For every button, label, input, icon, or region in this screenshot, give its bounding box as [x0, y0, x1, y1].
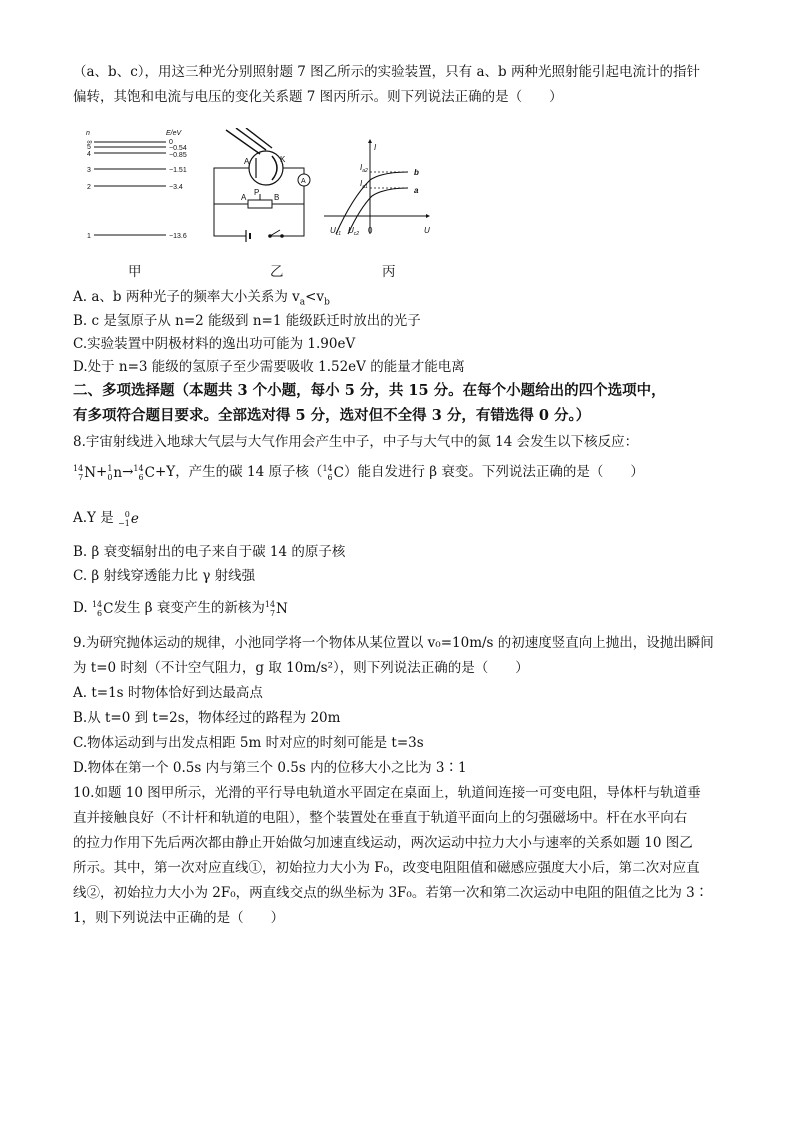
q8-option-c: C. β 射线穿透能力比 γ 射线强: [73, 568, 256, 584]
level-e-inf: 0: [169, 139, 173, 146]
slider-p-label: P: [254, 188, 260, 197]
graph-u-label: U: [424, 226, 430, 235]
level-e-1: −13.6: [169, 233, 187, 240]
q9-option-c: C.物体运动到与出发点相距 5m 时对应的时刻可能是 t=3s: [73, 735, 424, 751]
level-n-1: 1: [87, 233, 91, 240]
level-e-2: −3.4: [169, 184, 183, 191]
level-n-inf: ∞: [87, 139, 92, 146]
level-n-3: 3: [87, 167, 91, 174]
q9-option-d: D.物体在第一个 0.5s 内与第三个 0.5s 内的位移大小之比为 3∶1: [73, 760, 467, 776]
q10-stem-line-2: 直并接触良好（不计杆和轨道的电阻），整个装置处在垂直于轨道平面向上的匀强磁场中。杆在水平向右: [73, 810, 688, 826]
q8-option-b: B. β 衰变辐射出的电子来自于碳 14 的原子核: [73, 544, 346, 560]
level-n-2: 2: [87, 184, 91, 191]
q7-option-d: D.处于 n=3 能级的氢原子至少需要吸收 1.52eV 的能量才能电离: [73, 359, 465, 375]
q7-option-c: C.实验装置中阴极材料的逸出功可能为 1.90eV: [73, 336, 356, 352]
nuclide-neutron: 1 0 n: [107, 464, 123, 482]
q8-stem: 8.宇宙射线进入地球大气层与大气作用会产生中子，中子与大气中的氮 14 会发生以下核反应：: [73, 434, 639, 450]
level-e-5: −0.54: [169, 145, 187, 152]
level-e-4: −0.85: [169, 152, 187, 159]
q9-stem-line-2: 为 t=0 时刻（不计空气阻力，g 取 10m/s²），则下列说法正确的是（ ）: [73, 660, 529, 676]
n-axis-label: n: [86, 130, 90, 137]
q10-stem-line-4: 所示。其中，第一次对应直线①，初始拉力大小为 F₀，改变电阻阻值和磁感应强度大小后，第二次对应直: [73, 860, 700, 876]
nuclide-c14: 14 6 C: [133, 464, 155, 482]
q8-reaction-line: 14 7 N+ 1 0 n→ 14 6 C+Y，产生的碳 14 原子核（ 14 6 C）能自发进行 β 衰变。下列说法正确的是（ ）: [73, 464, 644, 482]
ammeter-label: A: [301, 178, 306, 185]
origin-label: 0: [368, 226, 373, 235]
curve-a-label: a: [414, 186, 419, 195]
photoelectric-circuit-diagram: [208, 128, 318, 246]
q7-intro-line-1: （a、b、c），用这三种光分别照射题 7 图乙所示的实验装置，只有 a、b 两种光照射能引起电流计的指针: [73, 64, 700, 80]
caption-jia: 甲: [128, 264, 142, 280]
curve-b-label: b: [414, 168, 419, 177]
nuclide-n14: 14 7 N: [73, 464, 96, 482]
q9-option-a: A. t=1s 时物体恰好到达最高点: [73, 685, 263, 701]
q9-option-b: B.从 t=0 到 t=2s，物体经过的路程为 20m: [73, 710, 341, 726]
rheostat-b-label: B: [274, 193, 280, 202]
q8-option-a: A.Y 是 0 −1 e: [73, 510, 139, 528]
anode-label: A: [244, 157, 250, 166]
energy-axis-label: E/eV: [166, 130, 182, 137]
section-2-heading-line-1: 二、多项选择题（本题共 3 个小题，每小 5 分，共 15 分。在每个小题给出的四个选项中，: [73, 382, 666, 399]
nuclide-c14-inline: 14 6 C: [322, 464, 344, 482]
level-n-4: 4: [87, 151, 91, 158]
level-n-5: 5: [87, 144, 91, 151]
ia2-label: $I_{a2}$: [360, 163, 368, 174]
q8-option-d: D. 14 6 C发生 β 衰变产生的新核为 14 7 N: [73, 600, 288, 618]
energy-level-diagram: [84, 128, 209, 243]
rheostat-a-label: A: [241, 193, 247, 202]
nuclide-n14-d: 14 7 N: [264, 600, 288, 618]
caption-yi: 乙: [270, 264, 284, 280]
ia1-label: $I_{a1}$: [360, 179, 368, 190]
q10-stem-line-5: 线②，初始拉力大小为 2F₀，两直线交点的纵坐标为 3F₀。若第一次和第二次运动中电阻的阻值之比为 3∶: [73, 885, 709, 901]
section-2-heading-line-2: 有多项符合题目要求。全部选对得 5 分，选对但不全得 3 分，有错选得 0 分。）: [73, 407, 591, 424]
level-e-3: −1.51: [169, 167, 187, 174]
q7-option-a: A. a、b 两种光子的频率大小关系为 $v_a<v_b$: [73, 289, 330, 308]
current-voltage-graph: [322, 138, 440, 238]
uc2-label: $U_{c2}$: [348, 226, 360, 237]
q9-stem-line-1: 9.为研究抛体运动的规律，小池同学将一个物体从某位置以 v₀=10m/s 的初速度竖直向上抛出，设抛出瞬间: [73, 635, 714, 651]
cathode-label: K: [280, 155, 286, 164]
q10-stem-line-3: 的拉力作用下先后两次都由静止开始做匀加速直线运动，两次运动中拉力大小与速率的关系如题 10 图乙: [73, 835, 693, 851]
uc1-label: $U_{c1}$: [330, 226, 342, 237]
q10-stem-line-6: 1，则下列说法中正确的是（ ）: [73, 910, 285, 926]
nuclide-electron: 0 −1 e: [118, 510, 139, 528]
q7-intro-line-2: 偏转，其饱和电流与电压的变化关系题 7 图丙所示。则下列说法正确的是（ ）: [73, 89, 563, 105]
nuclide-c14-d: 14 6 C: [91, 600, 114, 618]
q7-option-b: B. c 是氢原子从 n=2 能级到 n=1 能级跃迁时放出的光子: [73, 313, 421, 329]
caption-bing: 丙: [382, 264, 396, 280]
graph-i-label: I: [374, 143, 377, 152]
q10-stem-line-1: 10.如题 10 图甲所示，光滑的平行导电轨道水平固定在桌面上，轨道间连接一可变电阻，导体杆与轨道垂: [73, 785, 701, 801]
